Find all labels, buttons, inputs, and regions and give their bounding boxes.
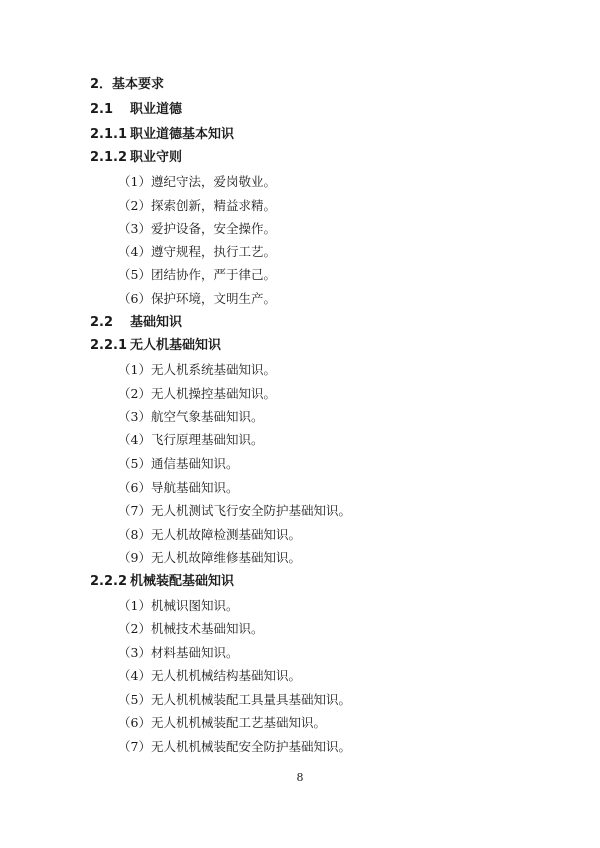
section-heading-2-1-1: [90, 127, 234, 143]
section-title: 无人机基础知识: [130, 338, 222, 353]
list-item: （2）机械技术基础知识。: [118, 621, 264, 636]
section-heading-2-1: [90, 102, 182, 118]
section-title: 基本要求: [112, 77, 165, 92]
list-item: （2）无人机操控基础知识。: [118, 386, 276, 401]
list-item: （3）材料基础知识。: [118, 645, 239, 660]
list-item: （2）探索创新，精益求精。: [118, 198, 276, 213]
page-number: 8: [296, 771, 304, 784]
list-item: （7）无人机测试飞行安全防护基础知识。: [118, 503, 351, 518]
section-heading-2-2: [90, 315, 182, 331]
list-item: （4）无人机机械结构基础知识。: [118, 668, 301, 683]
list-item: （7）无人机机械装配安全防护基础知识。: [118, 739, 351, 754]
list-item: （3）航空气象基础知识。: [118, 409, 264, 424]
list-item: （4）飞行原理基础知识。: [118, 432, 264, 447]
section-number: 2.1: [90, 102, 114, 117]
list-item: （1）遵纪守法，爱岗敬业。: [118, 174, 276, 189]
section-heading-2-2-2: [90, 574, 234, 590]
section-title: 基础知识: [130, 315, 183, 330]
section-title: 机械装配基础知识: [130, 574, 235, 589]
section-heading-2-1-2: [90, 150, 182, 166]
list-item: （5）无人机机械装配工具量具基础知识。: [118, 692, 351, 707]
section-number: 2.2: [90, 315, 114, 330]
section-title: 职业守则: [130, 150, 183, 165]
list-item: （1）机械识图知识。: [118, 598, 239, 613]
list-item: （6）导航基础知识。: [118, 480, 239, 495]
section-number: 2．: [90, 77, 113, 92]
list-item: （6）保护环境，文明生产。: [118, 291, 276, 306]
list-item: （3）爱护设备，安全操作。: [118, 221, 276, 236]
section-number: 2.1.2: [90, 150, 128, 165]
list-item: （4）遵守规程，执行工艺。: [118, 244, 276, 259]
list-item: （5）通信基础知识。: [118, 456, 239, 471]
section-title: 职业道德基本知识: [130, 127, 235, 142]
list-item: （6）无人机机械装配工艺基础知识。: [118, 715, 326, 730]
section-heading-2-2-1: [90, 338, 221, 354]
section-heading-2: [90, 77, 164, 93]
list-item: （1）无人机系统基础知识。: [118, 362, 276, 377]
section-number: 2.2.1: [90, 338, 128, 353]
list-item: （5）团结协作，严于律己。: [118, 267, 276, 282]
list-item: （8）无人机故障检测基础知识。: [118, 527, 301, 542]
section-number: 2.2.2: [90, 574, 128, 589]
section-number: 2.1.1: [90, 127, 128, 142]
section-title: 职业道德: [130, 102, 183, 117]
list-item: （9）无人机故障维修基础知识。: [118, 550, 301, 565]
